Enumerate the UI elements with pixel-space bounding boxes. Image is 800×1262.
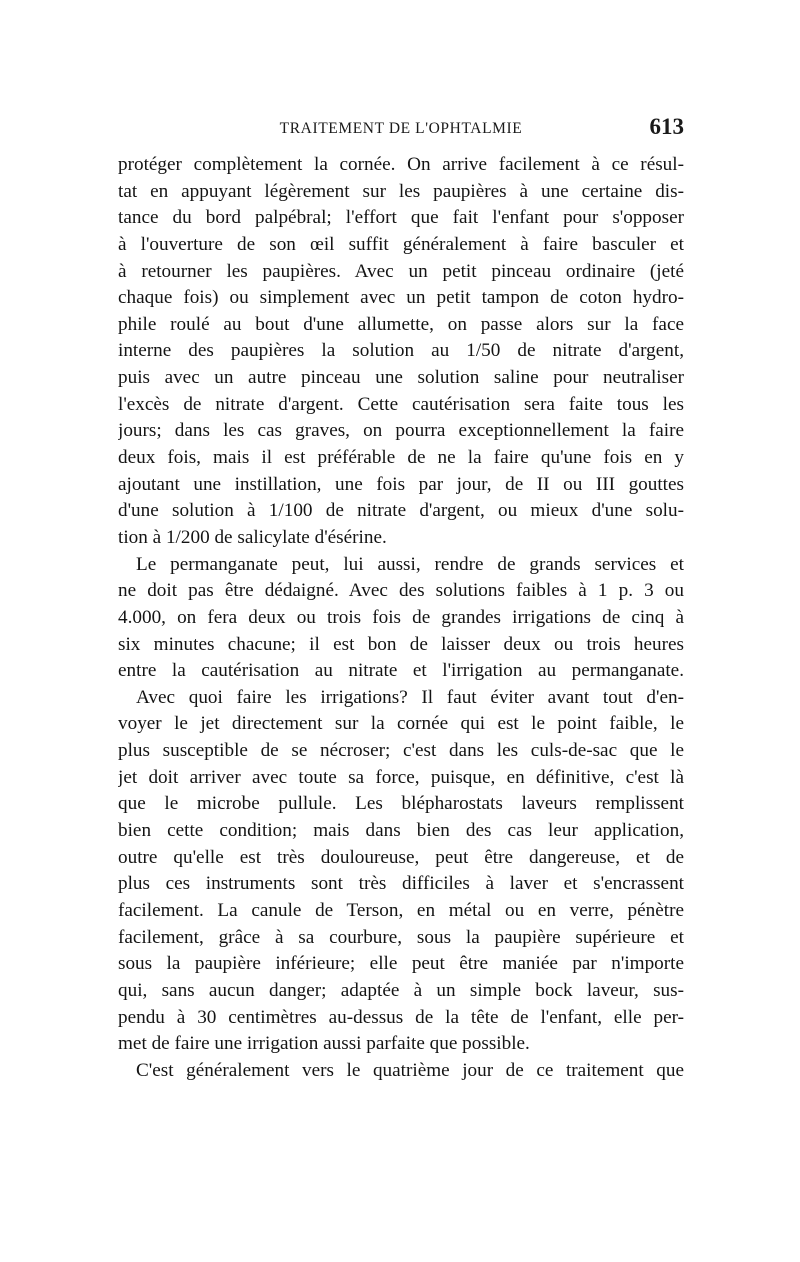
- text-line: tion à 1/200 de salicylate d'ésérine.: [118, 526, 387, 548]
- text-line: bien cette condition; mais dans bien des cas leur application,: [118, 820, 684, 842]
- text-line: ne doit pas être dédaigné. Avec des solutions faibles à 1 p. 3 ou: [118, 580, 684, 602]
- text-line: puis avec un autre pinceau une solution saline pour neutraliser: [118, 367, 684, 389]
- text-line: à l'ouverture de son œil suffit généralement à faire basculer et: [118, 233, 684, 255]
- text-line: l'excès de nitrate d'argent. Cette cautérisation sera faite tous les: [118, 393, 684, 415]
- text-line: facilement. La canule de Terson, en métal ou en verre, pénètre: [118, 899, 684, 921]
- text-line: à retourner les paupières. Avec un petit pinceau ordinaire (jeté: [118, 260, 684, 282]
- text-line: voyer le jet directement sur la cornée qui est le point faible, le: [118, 713, 684, 735]
- body-text: [118, 152, 684, 1084]
- text-line: outre qu'elle est très douloureuse, peut être dangereuse, et de: [118, 846, 684, 868]
- paragraph-start-line: Le permanganate peut, lui aussi, rendre de grands services et: [136, 553, 684, 575]
- paragraph-start-line: Avec quoi faire les irrigations? Il faut éviter avant tout d'en-: [136, 686, 684, 708]
- text-line: d'une solution à 1/100 de nitrate d'argent, ou mieux d'une solu-: [118, 500, 684, 522]
- running-title: TRAITEMENT DE L'OPHTALMIE: [279, 120, 523, 137]
- text-line: six minutes chacune; il est bon de laisser deux ou trois heures: [118, 633, 684, 655]
- text-line: jet doit arriver avec toute sa force, puisque, en définitive, c'est là: [118, 766, 684, 788]
- text-line: facilement, grâce à sa courbure, sous la paupière supérieure et: [118, 926, 684, 948]
- text-line: sous la paupière inférieure; elle peut être maniée par n'importe: [118, 953, 684, 975]
- text-line: plus ces instruments sont très difficiles à laver et s'encrassent: [118, 873, 684, 895]
- text-line: tance du bord palpébral; l'effort que fait l'enfant pour s'opposer: [118, 207, 684, 229]
- text-line: entre la cautérisation au nitrate et l'irrigation au permanganate.: [118, 660, 684, 682]
- text-line: qui, sans aucun danger; adaptée à un simple bock laveur, sus-: [118, 979, 684, 1001]
- text-line: phile roulé au bout d'une allumette, on passe alors sur la face: [118, 313, 684, 335]
- running-header: [118, 112, 684, 142]
- text-line: deux fois, mais il est préférable de ne la faire qu'une fois en y: [118, 447, 684, 469]
- text-line: met de faire une irrigation aussi parfaite que possible.: [118, 1033, 530, 1055]
- text-line: jours; dans les cas graves, on pourra exceptionnellement la faire: [118, 420, 684, 442]
- text-line: que le microbe pullule. Les blépharostats laveurs remplissent: [118, 793, 684, 815]
- text-line: plus susceptible de se nécroser; c'est dans les culs-de-sac que le: [118, 740, 684, 762]
- text-line: interne des paupières la solution au 1/50 de nitrate d'argent,: [118, 340, 684, 362]
- page-number: 613: [649, 114, 684, 139]
- text-line: tat en appuyant légèrement sur les paupières à une certaine dis-: [118, 180, 684, 202]
- text-line: protéger complètement la cornée. On arrive facilement à ce résul-: [118, 154, 684, 175]
- text-line: chaque fois) ou simplement avec un petit tampon de coton hydro-: [118, 287, 684, 309]
- text-line: pendu à 30 centimètres au-dessus de la tête de l'enfant, elle per-: [118, 1006, 684, 1028]
- paragraph-start-line: C'est généralement vers le quatrième jour de ce traitement que: [136, 1059, 684, 1081]
- text-line: 4.000, on fera deux ou trois fois de grandes irrigations de cinq à: [118, 606, 684, 628]
- text-line: ajoutant une instillation, une fois par jour, de II ou III gouttes: [118, 473, 684, 495]
